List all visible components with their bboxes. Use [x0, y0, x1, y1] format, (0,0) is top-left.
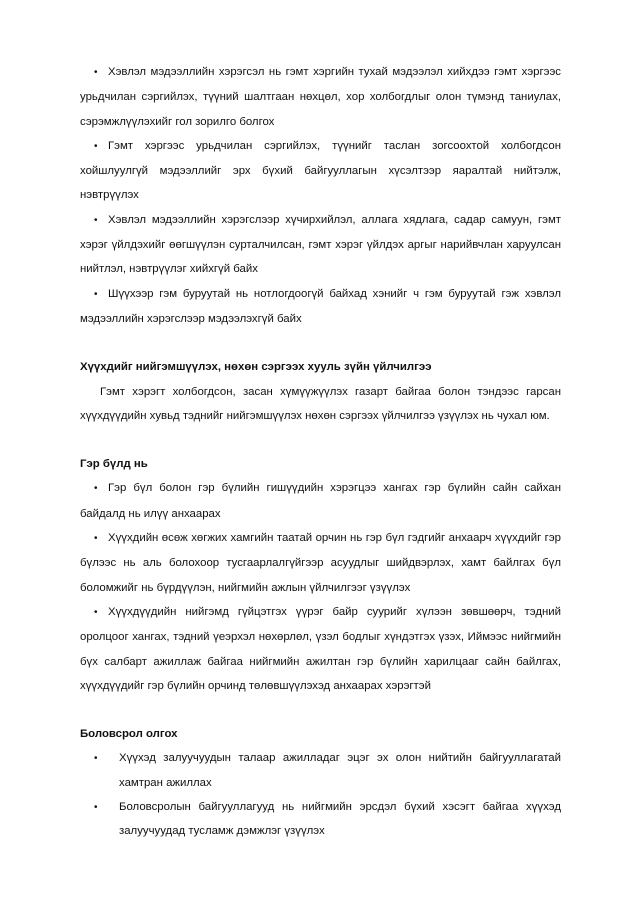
bullet-text: Хүүхдүүдийн нийгэмд гүйцэтгэх үүрэг байр суурийг хүлээн зөвшөөрч, тэдний оролцоог хангах, тэдний үеэрхэл нөхөрлөл, үзэл бодлыг хүндэтгэх үзэх, Иймээс нийгмийн бүх салбарт ажиллаж байгаа нийгмийн ажилтан гэр бүлийн харилцааг сайн байлгах, хүүхдүүдийг гэр бүлийн орчинд төлөвшүүлэхэд анхаарах хэрэгтэй [80, 605, 561, 692]
section-heading-family: Гэр бүлд нь [80, 458, 148, 471]
bullet-text: Шүүхээр гэм буруутай нь нотлогдоогүй байхад хэнийг ч гэм буруутай гэж хэвлэл мэдээллийн хэрэгслээр мэдээлэхгүй байх [80, 287, 561, 325]
bullet-icon [94, 526, 108, 551]
list-item [80, 795, 561, 844]
list-item [80, 134, 561, 208]
bullet-text: Хүүхдийн өсөж хөгжих хамгийн таатай орчин нь гэр бүл гэдгийг анхаарч хүүхдийг гэр бүлээс нь аль болохоор тусгаарлалгүйгээр асуудлыг шийдвэрлэх, хамт байлгах бүл боломжийг нь бүрдүүлэн, нийгмийн ажлын үйлчилгээг үзүүлэх [80, 532, 561, 594]
list-item [80, 600, 561, 698]
bullet-text: Гэр бүл болон гэр бүлийн гишүүдийн хэрэгцээ хангах гэр бүлийн сайн сайхан байдалд нь илүү анхаарах [80, 482, 561, 520]
list-item [80, 746, 561, 795]
bullet-icon [94, 600, 108, 625]
bullet-text: Хэвлэл мэдээллийн хэрэгслээр хүчирхийлэл, аллага хядлага, садар самуун, гэмт хэрэг үйлдэхийг өөгшүүлэн сурталчилсан, гэмт хэрэг үйлдэх аргыг нарийвчлан харуулсан нийтлэл, нэвтрүүлэг хийхгүй байх [80, 213, 561, 276]
document-page [80, 60, 561, 844]
bullet-icon [94, 282, 108, 307]
bullet-icon [94, 746, 98, 771]
bullet-icon [94, 476, 108, 501]
bullet-text: Боловсролын байгууллагууд нь нийгмийн эрсдэл бүхий хэсэгт байгаа хүүхэд залуучуудад тусламж дэмжлэг үзүүлэх [119, 801, 561, 838]
bullet-text: Хэвлэл мэдээллийн хэрэгсэл нь гэмт хэргийн тухай мэдээлэл хийхдээ гэмт хэргээс урьдчилан сэргийлэх, түүний шалтгаан нөхцөл, хор холбогдлыг олон түмэнд таниулах, сэрэмжлүүлэхийг гол зорилго болгох [80, 66, 561, 128]
section-heading-child-services: Хүүхдийг нийгэмшүүлэх, нөхөн сэргээх хууль зүйн үйлчилгээ [80, 361, 432, 374]
section-heading-education: Боловсрол олгох [80, 728, 178, 741]
list-item [80, 526, 561, 600]
list-item [80, 282, 561, 332]
bullet-text: Гэмт хэргээс урьдчилан сэргийлэх, түүнийг таслан зогсоохтой холбогдсон хойшлуулгүй мэдээллийг эрх бүхий байгууллагын хүсэлтээр яаралтай нийтэлж, нэвтрүүлэх [80, 139, 561, 202]
bullet-icon [94, 134, 108, 159]
list-item [80, 476, 561, 526]
bullet-text: Хүүхэд залуучуудын талаар ажилладаг эцэг эх олон нийтийн байгууллагатай хамтран ажиллах [119, 752, 561, 789]
list-item [80, 60, 561, 134]
section-paragraph: Гэмт хэрэгт холбогдсон, засан хүмүүжүүлэх газарт байгаа болон тэндээс гарсан хүүхдүүдийн хувьд тэднийг нийгэмшүүлэх нөхөн сэргээх үйлчилгээ үзүүлэх нь чухал юм. [80, 385, 561, 422]
bullet-icon [94, 60, 108, 85]
bullet-icon [94, 795, 98, 820]
bullet-icon [94, 208, 108, 233]
list-item [80, 208, 561, 282]
